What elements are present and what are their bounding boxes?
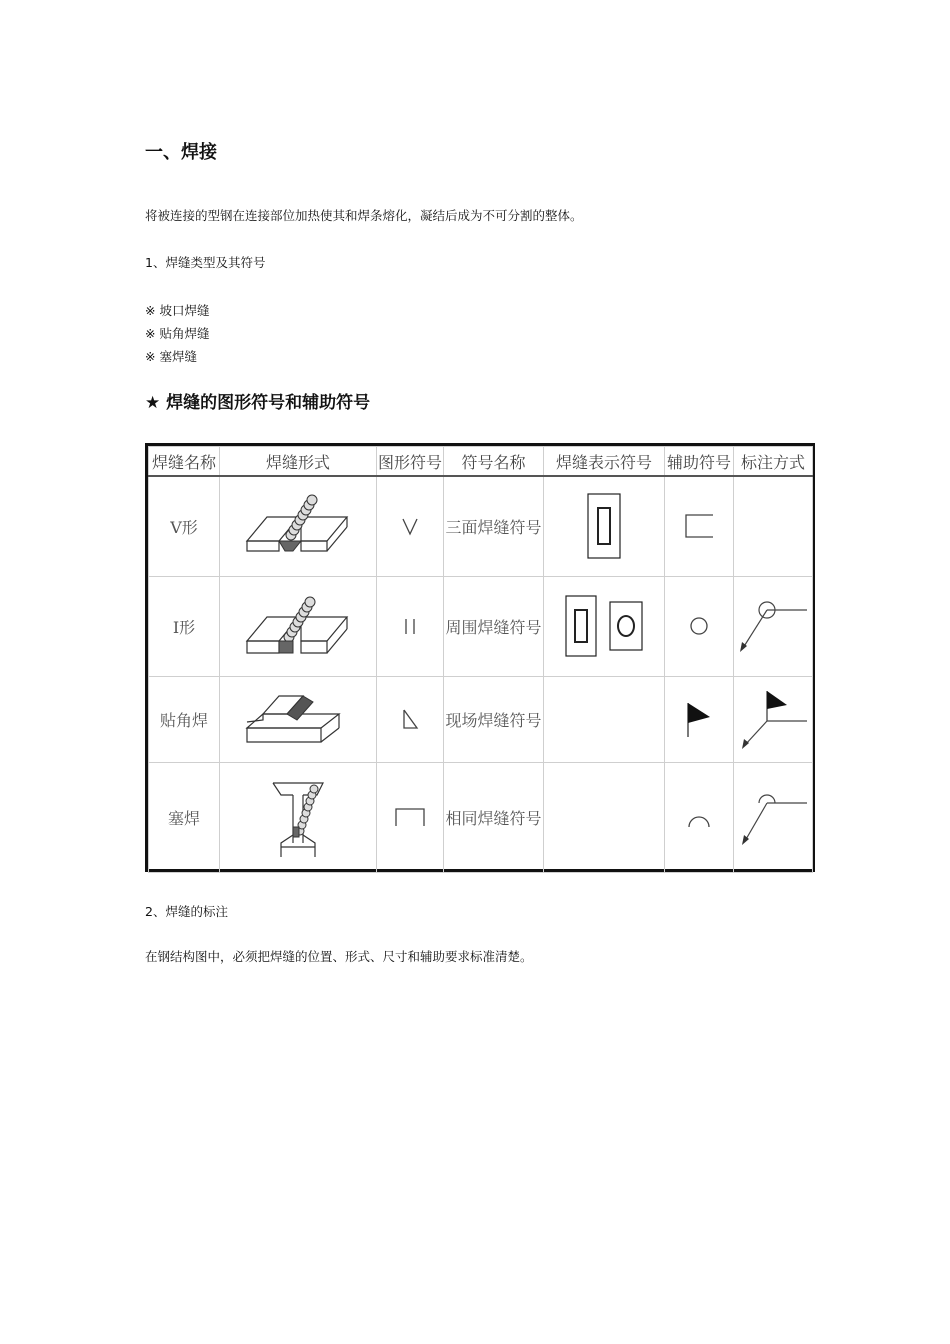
table-header-row: [149, 447, 813, 477]
table-row: [149, 676, 813, 762]
representation-cell: [544, 762, 665, 872]
field-weld-flag-icon: [684, 699, 714, 739]
symbol-name-cell: 周围焊缝符号: [444, 576, 544, 676]
fillet-weld-drawing: [243, 688, 353, 750]
weld-form-cell: [220, 762, 377, 872]
graphic-symbol-cell: [377, 476, 444, 576]
header-cell: 焊缝形式: [220, 447, 377, 477]
v-groove-weld-drawing: [243, 491, 353, 561]
weld-type-item: ※ 塞焊缝: [145, 349, 197, 364]
header-cell: 图形符号: [377, 447, 444, 477]
table-row: [149, 476, 813, 576]
v-symbol-icon: [400, 516, 420, 536]
same-weld-annotation-icon: [737, 785, 809, 849]
weld-symbol-table: [145, 443, 815, 872]
annotation-cell: [734, 476, 813, 576]
same-weld-aux-icon: [685, 803, 713, 831]
plug-symbol-icon: [393, 806, 427, 828]
header-cell: 焊缝名称: [149, 447, 220, 477]
section-heading: 一、焊接: [145, 142, 217, 163]
weld-form-cell: [220, 476, 377, 576]
graphic-symbol-cell: [377, 762, 444, 872]
subsection-title-2: 2、焊缝的标注: [145, 904, 228, 919]
i-groove-weld-drawing: [243, 591, 353, 661]
field-weld-annotation-icon: [737, 687, 809, 751]
subsection-title-1: 1、焊缝类型及其符号: [145, 255, 266, 270]
representation-cell: [544, 576, 665, 676]
circle-aux-icon: [687, 614, 711, 638]
header-cell: 辅助符号: [665, 447, 734, 477]
symbol-name-cell: 相同焊缝符号: [444, 762, 544, 872]
outro-paragraph: 在钢结构图中，必须把焊缝的位置、形式、尺寸和辅助要求标准清楚。: [145, 949, 533, 964]
annotation-cell: [734, 762, 813, 872]
graphic-symbol-cell: [377, 576, 444, 676]
subheading: ★ 焊缝的图形符号和辅助符号: [145, 393, 371, 413]
weld-type-item: ※ 贴角焊缝: [145, 326, 210, 341]
annotation-cell: [734, 676, 813, 762]
representation-cell: [544, 676, 665, 762]
header-cell: 符号名称: [444, 447, 544, 477]
auxiliary-symbol-cell: [665, 762, 734, 872]
intro-paragraph: 将被连接的型钢在连接部位加热使其和焊条熔化，凝结后成为不可分割的整体。: [145, 208, 583, 223]
weld-form-cell: [220, 676, 377, 762]
fillet-symbol-icon: [400, 708, 420, 730]
weld-type-item: ※ 坡口焊缝: [145, 303, 210, 318]
auxiliary-symbol-cell: [665, 576, 734, 676]
table-row: [149, 762, 813, 872]
three-side-weld-icon: [587, 493, 621, 559]
symbol-name-cell: 三面焊缝符号: [444, 476, 544, 576]
representation-cell: [544, 476, 665, 576]
weld-name-cell: I形: [149, 576, 220, 676]
auxiliary-symbol-cell: [665, 676, 734, 762]
graphic-symbol-cell: [377, 676, 444, 762]
weld-name-cell: V形: [149, 476, 220, 576]
auxiliary-symbol-cell: [665, 476, 734, 576]
table-row: [149, 576, 813, 676]
header-cell: 标注方式: [734, 447, 813, 477]
symbol-name-cell: 现场焊缝符号: [444, 676, 544, 762]
weld-form-cell: [220, 576, 377, 676]
header-cell: 焊缝表示符号: [544, 447, 665, 477]
weld-name-cell: 贴角焊: [149, 676, 220, 762]
weld-name-cell: 塞焊: [149, 762, 220, 872]
around-weld-icon: [564, 594, 644, 658]
annotation-cell: [734, 576, 813, 676]
i-symbol-icon: [400, 616, 420, 636]
plug-weld-drawing: [263, 773, 333, 861]
three-side-aux-icon: [683, 511, 715, 541]
around-weld-annotation-icon: [737, 598, 809, 654]
